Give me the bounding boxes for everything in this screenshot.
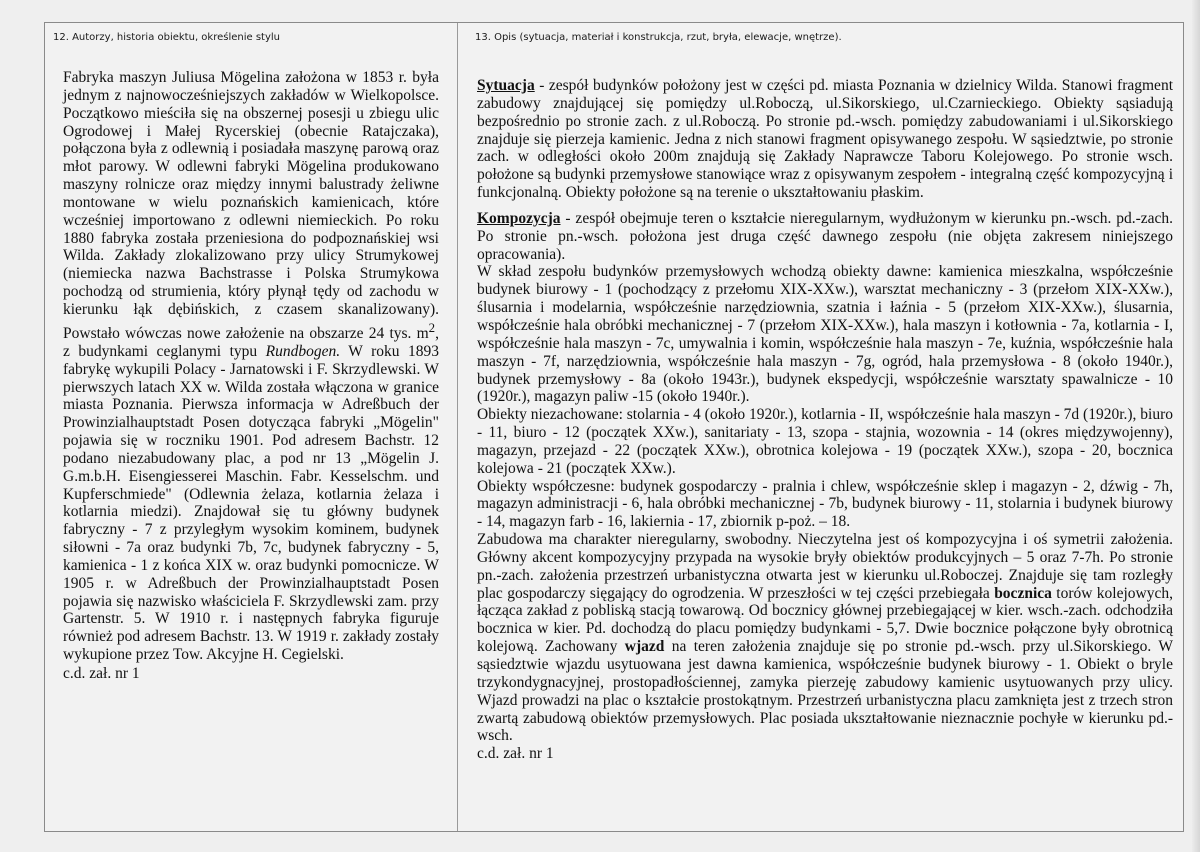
history-column [63,69,439,683]
left-column-header: 12. Autorzy, historia obiektu, określenie stylu [53,32,281,43]
layout-text-2: torów kolejowych, łącząca zakład z pobliską stacją towarową. Od bocznicy głównej przebiegającej w kier. wsch.-zach. odchodziła bocznica w kier. Pd. dochodzą do placu pomiędzy budynkami - 5,7. Dwie bocznice połączone były obrotnicą kolejową. Zachowany [477,584,1173,656]
history-superscript: 2 [428,319,436,335]
description-column [477,77,1173,763]
scan-edge-shadow [1192,0,1200,852]
composition-buildings-paragraph: W skład zespołu budynków przemysłowych wchodzą obiekty dawne: kamienica mieszkalna, współcześnie budynek biurowy - 1 (pochodzący z przełomu XIX-XXw.), warsztat mechaniczny - 3 (przełom XIX-XXw.), ślusarnia i modelarnia, współcześnie narzędziownia, szatnia i łaźnia - 5 (przełom XIX-XXw.), ślusarnia, współcześnie hala obróbki mechanicznej - 7 (przełom XIX-XXw.), hala maszyn i kotłownia - 7a, kotlarnia - I, współcześnie hala maszyn - 7c, umywalnia i komin, współcześnie hala maszyn - 7e, kuźnia, współcześnie hala maszyn - 7f, narzędziownia, współcześnie hala maszyn - 7g, ogród, hala przemysłowa - 8 (około 1940r.), budynek przemysłowy - 8a (około 1943r.), budynek ekspedycji, współcześnie warsztaty spawalnicze - 10 (1920r.), magazyn paliw -15 (około 1940r.). [477,263,1173,406]
history-text-3: W roku 1893 fabrykę wykupili Polacy - Jarnatowski i F. Skrzydlewski. W pierwszych latach XX w. Wilda została włączona w granice miasta Poznania. Pierwsza informacja w Adreßbuch der Prowinzialhauptstadt Posen dotycząca fabryki „Mögelin" pojawia się w roczniku 1901. Pod adresem Bachstr. 12 podano niezabudowany plac, a pod nr 13 „Mögelin J. G.m.b.H. Eisengiesserei Maschin. Fabr. Kesselschm. und Kupferschmiede" (Odlewnia żelaza, kotlarnia żelaza i kotlarnia miedzi). Znajdował się tu główny budynek fabryczny - 7 z przyległym wysokim kominem, budynek siłowni - 7a oraz budynki 7b, 7c, budynek fabryczny - 5, kamienica - 1 z końca XIX w. oraz budynki pomocnicze. W 1905 r. w Adreßbuch der Prowinzialhauptstadt Posen pojawia się nazwisko właściciela F. Skrzydlewski zam. przy Gartenstr. 5. W 1910 r. i następnych fabryka figuruje również pod adresem Bachstr. 13. W 1919 r. zakłady zostały wykupione przez Tow. Akcyjne H. Cegielski. [63,342,439,664]
history-text-2: , z budynkami ceglanymi typu [63,324,439,360]
composition-text: - zespół obejmuje teren o kształcie nieregularnym, wydłużonym w kierunku pn.-wsch. pd.-zach. Po stronie pn.-wsch. położona jest druga część dawnego zespołu (nie objęta zakresem niniejszego opracowania). [477,209,1173,263]
layout-text-3: na teren założenia znajduje się po stronie pd.-wsch. przy ul.Sikorskiego. W sąsiedztwie wjazdu usytuowana jest dawna kamienica, współcześnie budynek biurowy - 1. Obiekt o bryle trzykondygnacyjnej, prostopadłościennej, zamyka pierzeję zabudowy kamienic usytuowanych przy ulicy. Wjazd prowadzi na plac o kształcie prostokątnym. Przestrzeń urbanistyczna placu zamknięta jest z trzech stron zwartą zabudową obiektów przemysłowych. Plac posiada ukształtowanie nieznacznie pochyłe w kierunku pd.-wsch. [477,638,1174,745]
history-continuation-note: c.d. zał. nr 1 [63,665,140,682]
layout-bold-siding: bocznica [994,584,1052,602]
situation-label: Sytuacja [477,77,535,94]
layout-paragraph [477,531,1173,745]
history-text-1: Fabryka maszyn Juliusa Mögelina założona w 1853 r. była jednym z najnowocześniejszych zakładów w Wielkopolsce. Początkowo mieściła się na obszernej posesji u zbiegu ulic Ogrodowej i Małej Rycerskiej (obecnie Ratajczaka), połączona była z odlewnią i posiadała maszynę parową oraz młot parowy. W odlewni fabryki Mögelina produkowano maszyny rolnicze oraz między innymi balustrady żeliwne montowane w wielu poznańskich kamienicach, które wcześniej importowano z odlewni niemieckich. Po roku 1880 fabryka została przeniesiona do podpoznańskiej wsi Wilda. Zakłady zlokalizowano przy ulicy Strumykowej (niemiecka nazwa Bachstrasse i Polska Strumykowa pochodzą od strumienia, który płynął tędy od zachodu w kierunku łąk dębińskich, z czasem skanalizowany). Powstało wówczas nowe założenie na obszarze 24 tys. m [63,69,439,342]
column-divider [457,23,458,831]
history-style-term: Rundbogen. [265,342,341,360]
modern-buildings-paragraph: Obiekty współczesne: budynek gospodarczy - pralnia i chlew, współcześnie sklep i magazyn - 2, dźwig - 7h, magazyn administracji - 6, hala obróbki mechanicznej - 7b, budynek biurowy - 11, stolarnia i budynek biurowy - 14, magazyn farb - 16, lakiernia - 17, zbiornik p-poż. – 18. [477,477,1173,531]
layout-text-1: Zabudowa ma charakter nieregularny, swobodny. Nieczytelna jest oś kompozycyjna i oś symetrii założenia. Główny akcent kompozycyjny przypada na wysokie bryły obiektów produkcyjnych – 5 oraz 7-7h. Po stronie pn.-zach. założenia przestrzeń urbanistyczna otwarta jest w kierunku ul.Roboczej. Znajduje się tam rozległy plac gospodarczy sięgający do ogrodzenia. W przeszłości w tej części przebiegała [477,531,1173,602]
situation-paragraph [477,77,1173,202]
composition-label: Kompozycja [477,209,561,227]
layout-bold-entrance: wjazd [624,638,665,656]
composition-paragraph [477,210,1173,264]
right-column-header: 13. Opis (sytuacja, materiał i konstrukcja, rzut, bryła, elewacje, wnętrze). [475,32,842,43]
form-frame [44,22,1184,832]
lost-buildings-paragraph: Obiekty niezachowane: stolarnia - 4 (około 1920r.), kotlarnia - II, współcześnie hala maszyn - 7d (1920r.), biuro - 11, biuro - 12 (początek XXw.), sanitariaty - 13, szopa - stajnia, wozownia - 14 (okres międzywojenny), magazyn, przejazd - 22 (początek XXw.), obrotnica kolejowa - 19 (początek XXw.), szopa - 20, bocznica kolejowa - 21 (początek XXw.). [477,406,1174,477]
situation-text: - zespół budynków położony jest w części pd. miasta Poznania w dzielnicy Wilda. Stanowi fragment zabudowy znajdującej się pomiędzy ul.Roboczą, ul.Sikorskiego, ul.Czarnieckiego. Obiekty sąsiadują bezpośrednio po stronie zach. z ul.Roboczą. Po stronie pd.-wsch. pomiędzy zabudowaniami i ul.Sikorskiego znajduje się pierzeja kamienic. Jedna z nich stanowi fragment opisywanego zespołu. W sąsiedztwie, po stronie zach. w odległości około 200m znajdują się Zakłady Naprawcze Taboru Kolejowego. Po stronie wsch. położone są budynki przemysłowe stanowiące wraz z opisywanym zespołem - integralną część kompozycyjną i funkcjonalną. Obiekty położone są na terenie o ukształtowaniu płaskim. [477,77,1173,202]
history-paragraph [63,69,439,664]
description-continuation-note: c.d. zał. nr 1 [477,745,554,763]
